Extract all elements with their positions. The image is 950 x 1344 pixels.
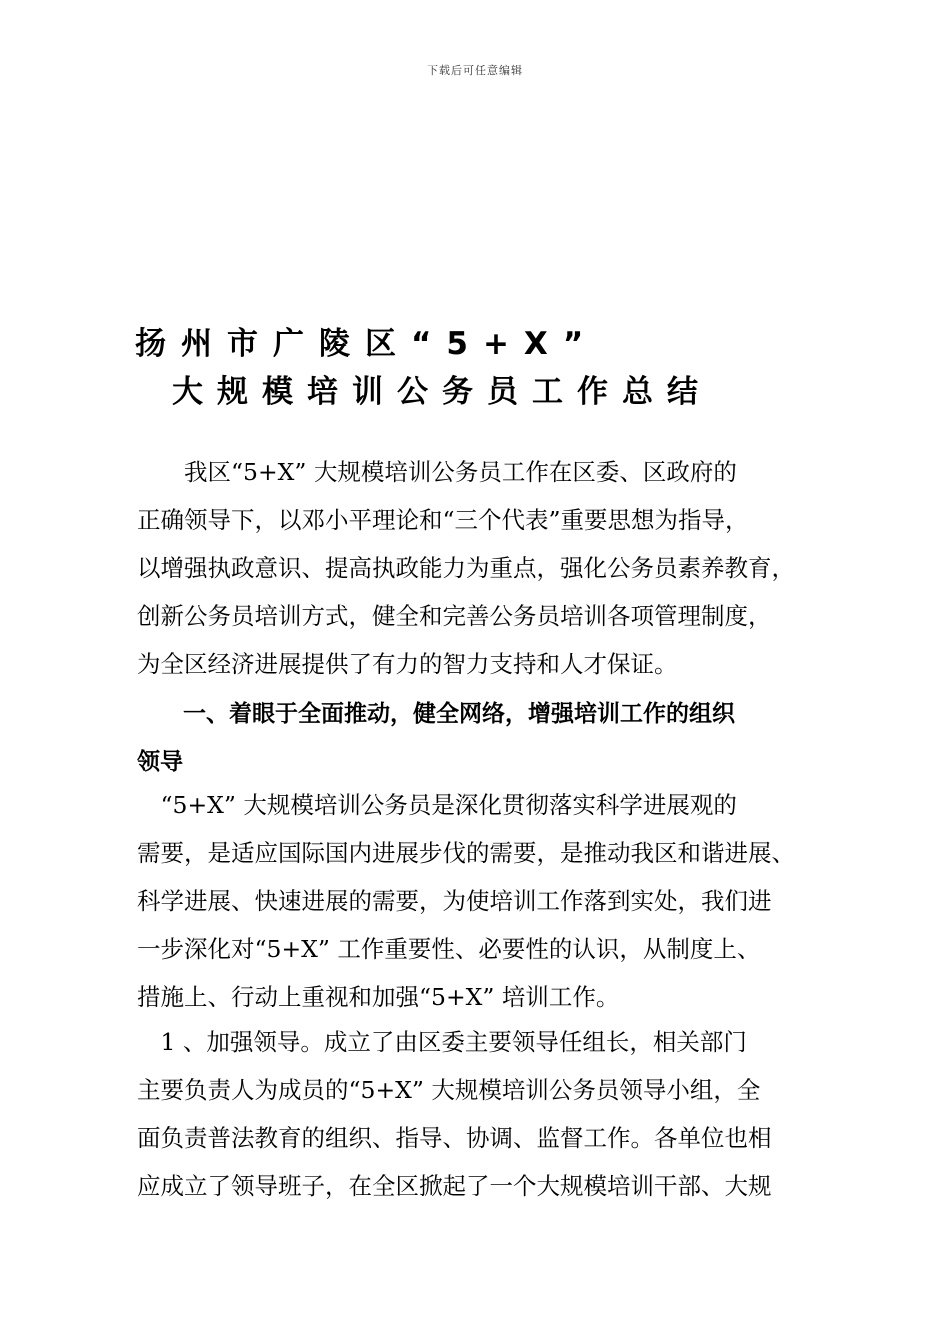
item-line: 应成立了领导班子，在全区掀起了一个大规模培训干部、大规 xyxy=(137,1172,772,1200)
page-header: 下载后可任意编辑 xyxy=(427,64,523,77)
item-line: 1 、加强领导。成立了由区委主要领导任组长，相关部门 xyxy=(137,1028,747,1056)
intro-paragraph xyxy=(137,448,837,688)
section-1-paragraph xyxy=(137,781,837,1021)
section-1-heading xyxy=(137,690,735,786)
intro-line: 创新公务员培训方式，健全和完善公务员培训各项管理制度， xyxy=(137,602,772,630)
paragraph-line: 措施上、行动上重视和加强“5+X” 培训工作。 xyxy=(137,983,620,1011)
item-line: 主要负责人为成员的“5+X” 大规模培训公务员领导小组，全 xyxy=(137,1076,761,1104)
paragraph-line: 科学进展、快速进展的需要，为使培训工作落到实处，我们进 xyxy=(137,887,772,915)
paragraph-line: 需要，是适应国际国内进展步伐的需要，是推动我区和谐进展、 xyxy=(137,839,795,867)
intro-line: 我区“5+X” 大规模培训公务员工作在区委、区政府的 xyxy=(137,458,737,486)
document-title-line-2: 大规模培训公务员工作总结 xyxy=(172,374,712,410)
document-title-line-1: 扬州市广陵区“5+X” xyxy=(135,326,599,362)
intro-line: 为全区经济进展提供了有力的智力支持和人才保证。 xyxy=(137,650,678,678)
section-heading-line: 一、着眼于全面推动，健全网络，增强培训工作的组织 xyxy=(137,701,735,727)
paragraph-line: 一步深化对“5+X” 工作重要性、必要性的认识，从制度上、 xyxy=(137,935,761,963)
intro-line: 以增强执政意识、提高执政能力为重点，强化公务员素养教育， xyxy=(137,554,795,582)
paragraph-line: “5+X” 大规模培训公务员是深化贯彻落实科学进展观的 xyxy=(137,791,737,819)
intro-line: 正确领导下，以邓小平理论和“三个代表”重要思想为指导， xyxy=(137,506,749,534)
section-1-item-1 xyxy=(137,1018,837,1210)
section-heading-line: 领导 xyxy=(137,749,183,775)
item-line: 面负责普法教育的组织、指导、协调、监督工作。各单位也相 xyxy=(137,1124,772,1152)
